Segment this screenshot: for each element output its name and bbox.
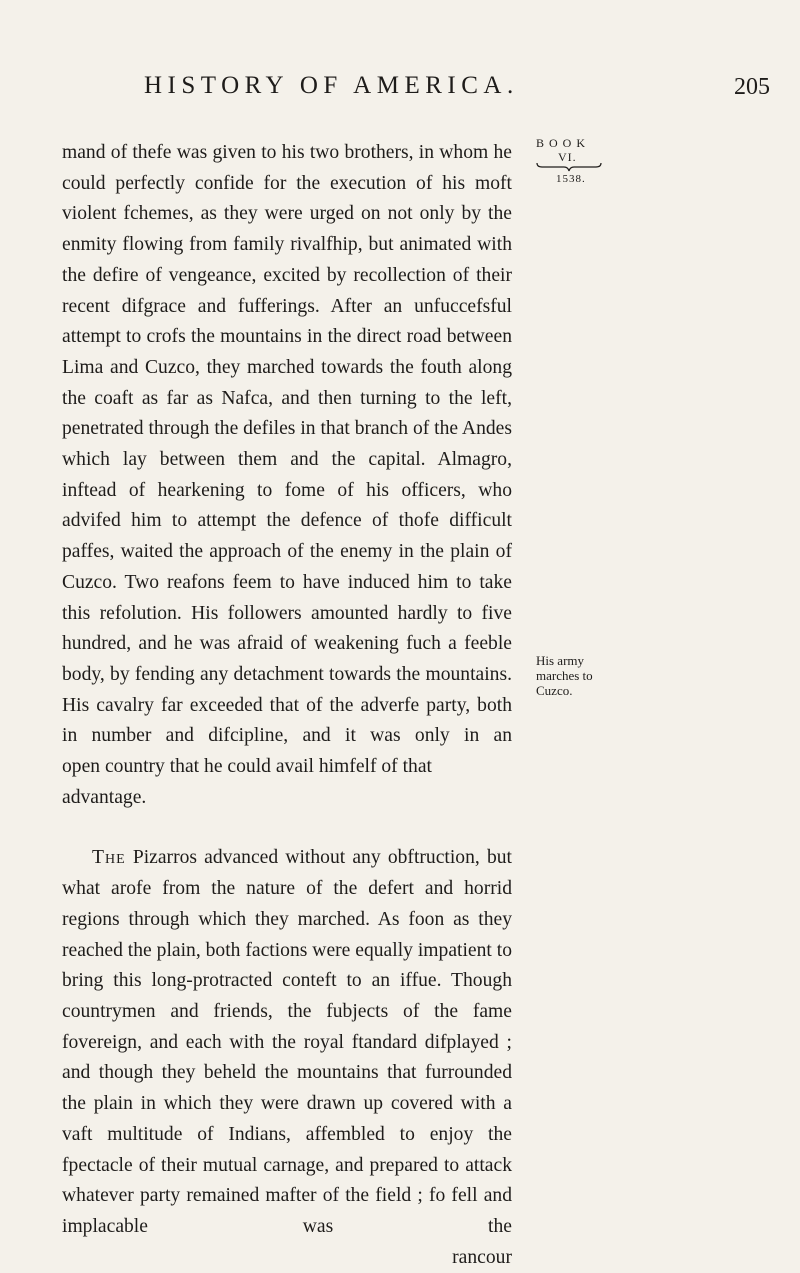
page-number: 205 — [734, 74, 770, 100]
paragraph-1-last-line: open country that he could avail himfelf of that advantage. — [62, 756, 432, 808]
catchword: rancour — [452, 1246, 512, 1268]
margin-book-marker — [536, 136, 636, 186]
paragraph-1-text: mand of thefe was given to his two brothers, in whom he could perfectly confide for the execution of his moft violent fchemes, as they were urged on not only by the enmity flowing from family rivalfhip, but animated with the defire of vengeance, excited by recollection of their recent difgrace and fufferings. After an unfuccefsful attempt to crofs the mountains in the direct road between Lima and Cuzco, they marched towards the fouth along the coaft as far as Nafca, and then turning to the left, penetrated through the defiles in that branch of the Andes which lay between them and the capital. Almagro, inftead of hearkening to fome of his officers, who advifed him to attempt the defence of thofe difficult paffes, waited the approach of the enemy in the plain of Cuzco. Two reafons feem to have induced him to take this refolution. His followers amounted hardly to five hundred, and he was afraid of weakening fuch a feeble body, by fending any detachment towards the mountains. His cavalry far exceeded that of the adverfe party, both in number and difcipline, and it was only in an — [62, 142, 512, 747]
book-number: VI. — [558, 150, 577, 164]
paragraph-2-first-word: The — [92, 847, 126, 869]
paragraph-2 — [62, 843, 512, 1242]
paragraph-2-text: Pizarros advanced without any obftruction, but what arofe from the nature of the defert and horrid regions through which they marched. As foon as they reached the plain, both factions were equally impatient to bring this long-protracted conteft to an iffue. Though countrymen and friends, the fubjects of the fame fovereign, and each with the royal ftandard difplayed ; and though they beheld the mountains that furrounded the plain in which they were drawn up covered with a vaft multitude of Indians, affembled to enjoy the fpectacle of their mutual carnage, and prepared to attack whatever party remained mafter of the field ; fo fell and implacable was the — [62, 847, 512, 1237]
page-header — [130, 72, 770, 112]
book-year: 1538. — [556, 173, 586, 185]
paragraph-1 — [62, 138, 512, 813]
book-label: BOOK — [536, 136, 591, 150]
running-title: HISTORY OF AMERICA. — [144, 72, 519, 99]
margin-note: His army marches to Cuzco. — [536, 653, 593, 698]
body-text — [62, 138, 512, 1273]
